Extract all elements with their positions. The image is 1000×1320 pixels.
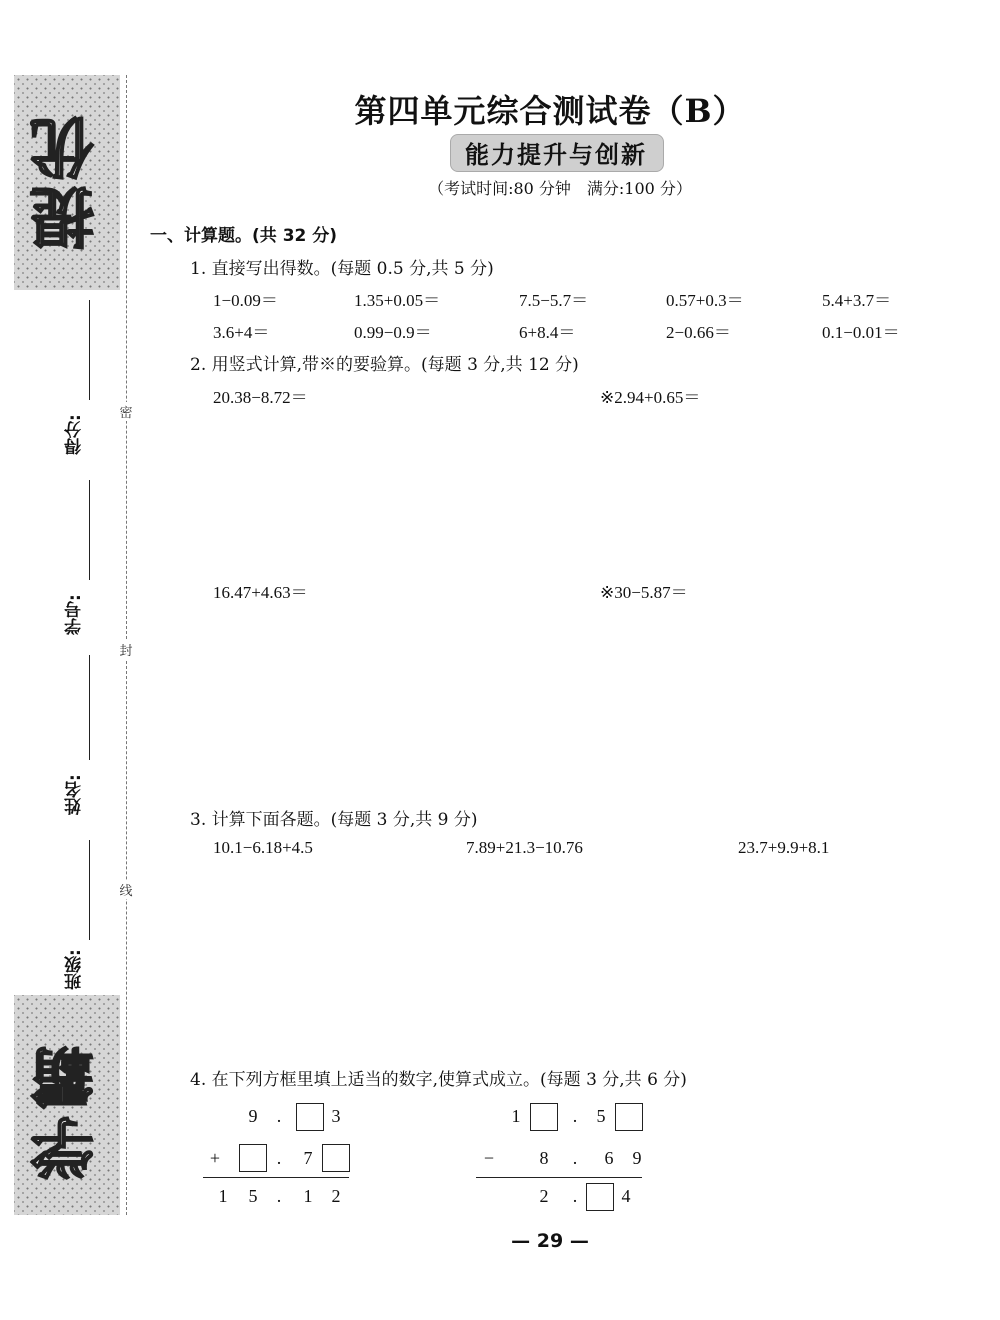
sidebar-top-title: 提优 <box>31 110 105 250</box>
field-name-label: 姓名: <box>65 774 85 816</box>
field-student-id-label: 学号: <box>65 594 85 636</box>
page-title: 第四单元综合测试卷（B） <box>354 92 746 130</box>
decimal-point: . <box>572 1106 578 1126</box>
seal-char-feng: 封 <box>116 640 136 659</box>
blank-box[interactable] <box>296 1103 324 1131</box>
decimal-point: . <box>276 1106 282 1126</box>
digit: 3 <box>331 1106 341 1126</box>
q1-item: 2−0.66＝ <box>666 323 731 342</box>
exam-note: （考试时间:80 分钟 满分:100 分） <box>428 179 692 198</box>
q1-item: 1−0.09＝ <box>213 291 278 310</box>
digit: 2 <box>539 1186 549 1206</box>
seal-char-xian: 线 <box>116 880 136 899</box>
digit: 8 <box>539 1148 549 1168</box>
q1-item: 6+8.4＝ <box>519 323 576 342</box>
field-score-label: 得分: <box>65 414 85 456</box>
q2-item: ※2.94+0.65＝ <box>600 388 701 407</box>
question-2-label: 2. 用竖式计算,带※的要验算。(每题 3 分,共 12 分) <box>190 355 579 375</box>
section-heading: 一、计算题。(共 32 分) <box>150 226 338 246</box>
blank-box[interactable] <box>530 1103 558 1131</box>
blank-box[interactable] <box>615 1103 643 1131</box>
q1-item: 7.5−5.7＝ <box>519 291 589 310</box>
difference-line <box>476 1177 642 1178</box>
digit: 6 <box>604 1148 614 1168</box>
blank-box[interactable] <box>322 1144 350 1172</box>
sidebar-bottom-title: 学霸 <box>31 1040 105 1180</box>
decimal-point: . <box>276 1186 282 1206</box>
digit: 1 <box>303 1186 313 1206</box>
q3-item: 23.7+9.9+8.1 <box>738 838 830 857</box>
page-number: — 29 — <box>511 1230 589 1252</box>
blank-box[interactable] <box>586 1183 614 1211</box>
field-class-label: 班级: <box>65 949 85 991</box>
q2-item: ※30−5.87＝ <box>600 583 688 602</box>
question-4-label: 4. 在下列方框里填上适当的数字,使算式成立。(每题 3 分,共 6 分) <box>190 1070 687 1090</box>
q1-item: 1.35+0.05＝ <box>354 291 441 310</box>
question-3-label: 3. 计算下面各题。(每题 3 分,共 9 分) <box>190 810 478 830</box>
q1-item: 3.6+4＝ <box>213 323 270 342</box>
digit: 5 <box>248 1186 258 1206</box>
blank-box[interactable] <box>239 1144 267 1172</box>
q1-item: 0.99−0.9＝ <box>354 323 432 342</box>
digit: 9 <box>248 1106 258 1126</box>
score-write-line <box>89 300 90 400</box>
digit: 1 <box>218 1186 228 1206</box>
name-write-line <box>89 655 90 760</box>
digit: 9 <box>632 1148 642 1168</box>
student-id-write-line <box>89 480 90 580</box>
operator-plus: + <box>209 1148 221 1168</box>
q2-item: 20.38−8.72＝ <box>213 388 308 407</box>
sum-line <box>203 1177 349 1178</box>
page-subtitle: 能力提升与创新 <box>465 141 647 169</box>
operator-minus: − <box>483 1148 495 1168</box>
decimal-point: . <box>572 1148 578 1168</box>
decimal-point: . <box>276 1148 282 1168</box>
q1-item: 0.57+0.3＝ <box>666 291 744 310</box>
q3-item: 7.89+21.3−10.76 <box>466 838 583 857</box>
question-1-label: 1. 直接写出得数。(每题 0.5 分,共 5 分) <box>190 259 494 279</box>
class-write-line <box>89 840 90 940</box>
q1-item: 5.4+3.7＝ <box>822 291 892 310</box>
digit: 5 <box>596 1106 606 1126</box>
digit: 2 <box>331 1186 341 1206</box>
q3-item: 10.1−6.18+4.5 <box>213 838 313 857</box>
digit: 1 <box>511 1106 521 1126</box>
digit: 4 <box>621 1186 631 1206</box>
q2-item: 16.47+4.63＝ <box>213 583 308 602</box>
seal-char-mi: 密 <box>116 402 136 421</box>
decimal-point: . <box>572 1186 578 1206</box>
digit: 7 <box>303 1148 313 1168</box>
q1-item: 0.1−0.01＝ <box>822 323 900 342</box>
